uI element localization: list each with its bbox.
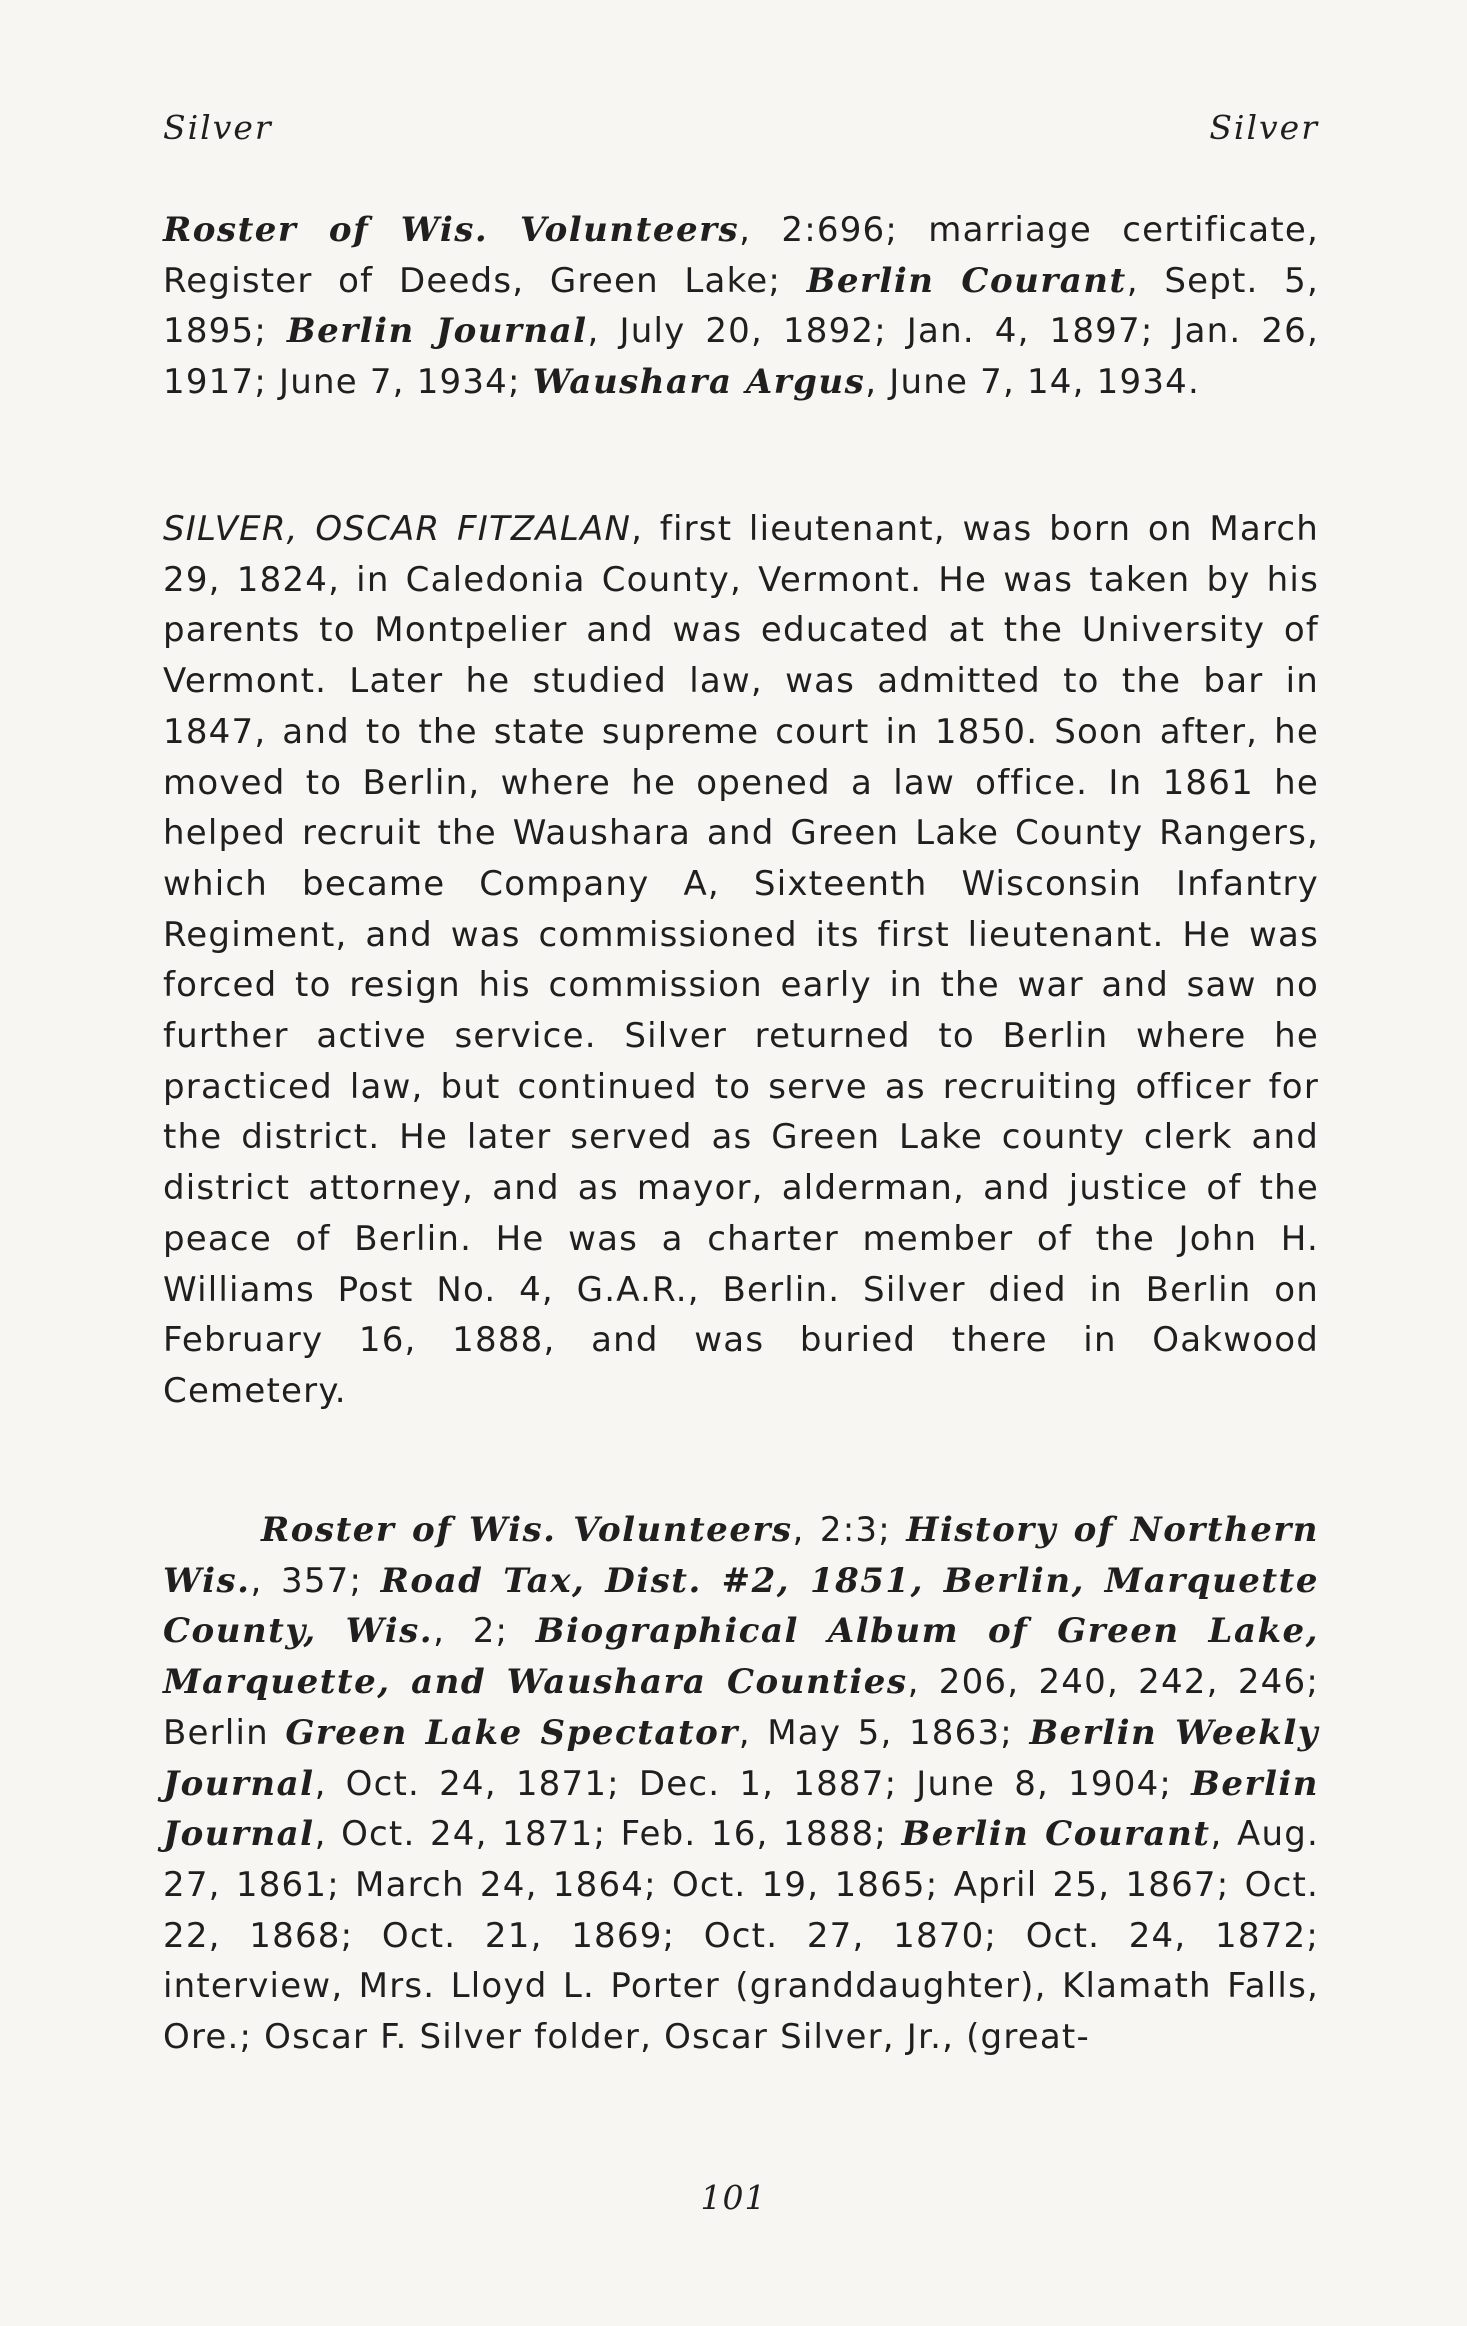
header-right: Silver	[1209, 108, 1319, 147]
source-title: Waushara Argus	[532, 362, 866, 403]
source-text: , July 20, 1892; Jan. 4, 1897; Jan. 26, 1917; June 7, 1934;	[163, 311, 1319, 403]
source-title: Berlin Courant	[901, 1814, 1211, 1855]
source-title: Biographical Album of Green Lake, Marquette, and Waushara Counties	[163, 1611, 1320, 1703]
source-title: Road Tax, Dist. #2, 1851, Berlin, Marquette County, Wis.	[163, 1560, 1319, 1652]
sources-paragraph	[163, 1505, 1319, 2063]
source-text: , 2;	[433, 1611, 536, 1652]
biography-paragraph	[163, 504, 1319, 1417]
source-text: , Aug. 27, 1861; March 24, 1864; Oct. 19, 1865; April 25, 1867; Oct. 22, 1868; Oct. 21, 1869; Oct. 27, 1870; Oct. 24, 1872; interview, Mrs. Lloyd L. Porter (granddaughter), Klamath Falls, Ore.; Oscar F. Silver folder, Oscar Silver, Jr., (great-	[163, 1814, 1319, 2058]
source-text: , May 5, 1863;	[738, 1712, 1030, 1753]
source-title: Roster of Wis. Volunteers	[163, 210, 740, 250]
source-title: Berlin Journal	[286, 311, 588, 352]
source-text: , June 7, 14, 1934.	[865, 362, 1200, 403]
source-text: , 2:696; marriage certificate, Register of Deeds, Green Lake;	[163, 210, 1319, 301]
source-text: , Sept. 5, 1895;	[163, 260, 1319, 352]
source-text: , 357;	[250, 1560, 381, 1601]
source-text: , 206, 240, 242, 246; Berlin	[163, 1662, 1319, 1753]
source-title: Green Lake Spectator	[285, 1712, 739, 1753]
source-title: Berlin Courant	[806, 260, 1127, 301]
entry-name: SILVER, OSCAR FITZALAN	[163, 509, 632, 549]
source-text: , Oct. 24, 1871; Feb. 16, 1888;	[314, 1814, 902, 1855]
source-title: History of Northern Wis.	[163, 1510, 1320, 1601]
biography-text: , first lieutenant, was born on March 29, 1824, in Caledonia County, Vermont. He was taken by his parents to Montpelier and was educated at the University of Vermont. Later he studied law, was admitted to the bar in 1847, and to the state supreme court in 1850. Soon after, he moved to Berlin, where he opened a law office. In 1861 he helped recruit the Waushara and Green Lake County Rangers, which became Company A, Sixteenth Wisconsin Infantry Regiment, and was commissioned its first lieutenant. He was forced to resign his commission early in the war and saw no further active service. Silver returned to Berlin where he practiced law, but continued to serve as recruiting officer for the district. He later served as Green Lake county clerk and district attorney, and as mayor, alderman, and justice of the peace of Berlin. He was a charter member of the John H. Williams Post No. 4, G.A.R., Berlin. Silver died in Berlin on February 16, 1888, and was buried there in Oakwood Cemetery.	[163, 509, 1319, 1411]
source-title: Berlin Journal	[163, 1763, 1319, 1855]
source-title: Roster of Wis. Volunteers	[261, 1510, 793, 1550]
header-left: Silver	[163, 108, 273, 147]
sources-paragraph-previous	[163, 205, 1319, 408]
source-text: , Oct. 24, 1871; Dec. 1, 1887; June 8, 1904;	[314, 1763, 1192, 1804]
page-number: 101	[700, 2178, 767, 2217]
source-text: , 2:3;	[792, 1510, 907, 1550]
running-header	[163, 108, 1319, 152]
source-title: Berlin Weekly Journal	[163, 1712, 1319, 1804]
